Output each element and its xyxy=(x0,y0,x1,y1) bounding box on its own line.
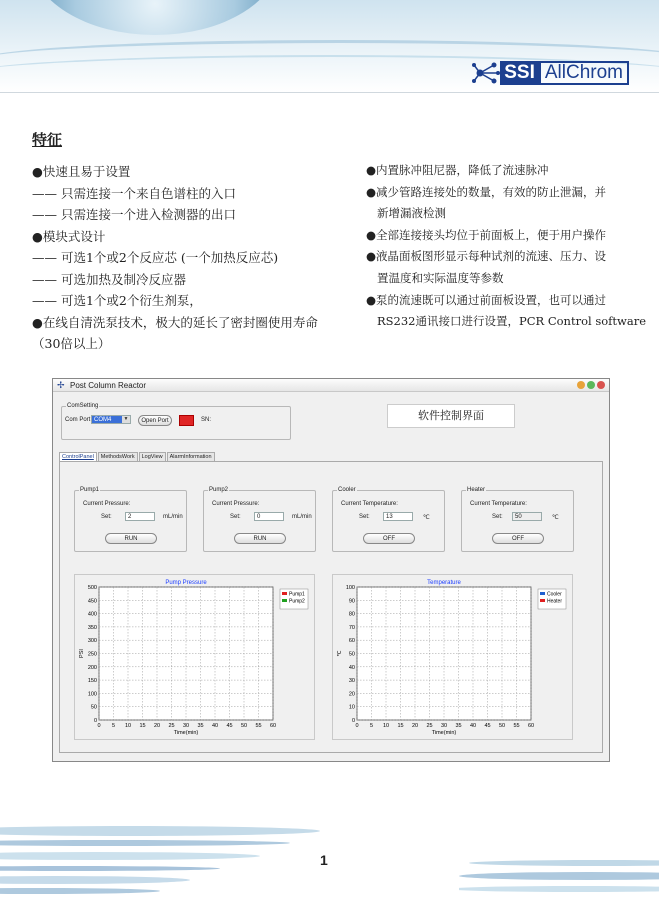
cooler-current-label: Current Temperature: xyxy=(341,501,398,507)
app-icon: ✢ xyxy=(57,379,65,390)
y-tick-label: 100 xyxy=(87,691,97,698)
pump1-set-input[interactable]: 2 xyxy=(125,512,155,521)
legend-swatch xyxy=(282,592,287,595)
open-port-button[interactable]: Open Port xyxy=(138,415,172,426)
heater-group xyxy=(461,487,574,552)
feature-line: ●内置脉冲阻尼器，降低了流速脉冲 xyxy=(366,163,549,177)
x-tick-label: 0 xyxy=(355,723,359,729)
y-axis-label: ℃ xyxy=(337,650,343,657)
maximize-icon[interactable] xyxy=(587,381,595,389)
y-tick-label: 0 xyxy=(93,718,97,724)
cooler-set-label: Set: xyxy=(359,514,370,520)
temperature-chart xyxy=(332,574,573,740)
x-tick-label: 55 xyxy=(255,723,262,729)
x-tick-label: 30 xyxy=(440,723,448,729)
y-tick-label: 50 xyxy=(348,651,355,658)
y-tick-label: 0 xyxy=(351,718,355,724)
temperature-svg xyxy=(333,575,574,741)
y-tick-label: 300 xyxy=(87,638,97,645)
heater-set-input[interactable]: 50 xyxy=(512,512,542,521)
legend-swatch xyxy=(540,592,545,595)
feature-line: RS232通讯接口进行设置，PCR Control software xyxy=(377,314,647,329)
feature-line: —— 可选1个或2个衍生剂泵， xyxy=(32,293,202,308)
y-tick-label: 10 xyxy=(348,704,355,711)
feature-line: ●全部连接接头均位于前面板上，便于用户操作 xyxy=(366,227,607,242)
pump1-set-label: Set: xyxy=(101,514,112,520)
tab-control-panel[interactable]: ControlPanel xyxy=(59,452,97,461)
x-tick-label: 20 xyxy=(411,723,419,729)
feature-line: ●减少管路连接处的数量，有效的防止泄漏，并 xyxy=(366,184,607,199)
y-tick-label: 20 xyxy=(348,691,355,698)
pump2-current-label: Current Pressure: xyxy=(212,501,260,507)
chevron-down-icon[interactable]: ▼ xyxy=(123,416,129,422)
x-tick-label: 20 xyxy=(153,723,161,729)
legend-entry: Cooler xyxy=(547,591,562,598)
y-tick-label: 400 xyxy=(87,611,97,618)
legend-swatch xyxy=(540,599,545,602)
cooler-unit: ℃ xyxy=(423,515,430,521)
feature-line: ●快速且易于设置 xyxy=(32,164,131,179)
minimize-icon[interactable] xyxy=(577,381,585,389)
x-tick-label: 60 xyxy=(527,723,535,729)
pump2-unit: mL/min xyxy=(292,514,312,520)
cooler-title: Cooler xyxy=(338,487,356,493)
footer-decoration-left xyxy=(0,800,320,900)
company-logo xyxy=(472,61,629,85)
feature-line: —— 可选1个或2个反应芯 (一个加热反应芯) xyxy=(32,250,279,265)
feature-line: 新增漏液检测 xyxy=(377,206,446,221)
y-tick-label: 500 xyxy=(87,585,97,591)
window-titlebar xyxy=(53,379,609,392)
x-tick-label: 15 xyxy=(139,723,146,729)
pump2-set-input[interactable]: 0 xyxy=(254,512,284,521)
pump2-title: Pump2 xyxy=(209,487,229,493)
y-tick-label: 50 xyxy=(90,704,97,711)
feature-list-right xyxy=(366,160,646,333)
x-tick-label: 40 xyxy=(211,723,219,729)
x-tick-label: 35 xyxy=(455,723,462,729)
tab-log-view[interactable]: LogView xyxy=(139,452,166,461)
pump-pressure-chart xyxy=(74,574,315,740)
window-controls xyxy=(577,381,605,389)
com-setting-legend: ComSetting xyxy=(67,403,99,409)
y-tick-label: 70 xyxy=(348,624,355,631)
y-tick-label: 90 xyxy=(348,598,355,605)
com-setting-group xyxy=(61,403,291,440)
cooler-group xyxy=(332,487,445,552)
decorative-orb xyxy=(30,0,280,35)
heater-off-button[interactable]: OFF xyxy=(492,533,544,544)
feature-line: （30倍以上） xyxy=(32,336,111,351)
heater-set-label: Set: xyxy=(492,514,503,520)
heater-unit: ℃ xyxy=(552,515,559,521)
y-tick-label: 80 xyxy=(348,611,355,618)
x-axis-label: Time(min) xyxy=(431,730,457,736)
y-tick-label: 350 xyxy=(87,624,97,631)
feature-line: —— 只需连接一个来自色谱柱的入口 xyxy=(32,185,236,201)
x-tick-label: 50 xyxy=(240,723,248,729)
x-tick-label: 40 xyxy=(469,723,477,729)
com-port-select[interactable] xyxy=(91,415,131,424)
feature-line: —— 只需连接一个进入检测器的出口 xyxy=(32,207,236,222)
pump2-group xyxy=(203,487,316,552)
x-tick-label: 0 xyxy=(97,723,101,729)
pump2-set-label: Set: xyxy=(230,514,241,520)
sn-label: SN: xyxy=(201,417,212,423)
feature-line: ●液晶面板图形显示每种试剂的流速、压力、设 xyxy=(366,249,607,264)
y-tick-label: 40 xyxy=(348,664,355,671)
footer-decoration-right xyxy=(459,830,659,900)
logo-text-ssi: SSI xyxy=(500,61,539,85)
y-tick-label: 150 xyxy=(87,678,97,685)
chart-title: Pump Pressure xyxy=(165,580,207,586)
x-tick-label: 5 xyxy=(111,723,116,729)
com-port-label: Com Port xyxy=(65,417,91,423)
tab-bar xyxy=(59,452,216,461)
header-divider xyxy=(0,92,659,93)
x-tick-label: 10 xyxy=(382,723,390,729)
x-tick-label: 25 xyxy=(426,723,433,729)
section-title: 特征 xyxy=(32,131,63,149)
pump1-title: Pump1 xyxy=(80,487,100,493)
feature-line: ●泵的流速既可以通过前面板设置，也可以通过 xyxy=(366,292,607,307)
y-tick-label: 200 xyxy=(87,664,97,671)
legend-entry: Pump1 xyxy=(289,591,305,598)
tab-methods-work[interactable]: MethodsWork xyxy=(98,452,138,461)
pump2-run-button[interactable]: RUN xyxy=(234,533,286,544)
pump1-current-label: Current Pressure: xyxy=(83,501,131,507)
heater-current-label: Current Temperature: xyxy=(470,501,527,507)
feature-line: ●模块式设计 xyxy=(32,228,106,244)
y-tick-label: 60 xyxy=(348,638,355,645)
x-tick-label: 15 xyxy=(397,723,404,729)
y-tick-label: 30 xyxy=(348,678,355,685)
x-tick-label: 55 xyxy=(513,723,520,729)
feature-line: 置温度和实际温度等参数 xyxy=(377,270,504,285)
x-tick-label: 10 xyxy=(124,723,132,729)
chart-title: Temperature xyxy=(427,580,461,586)
x-axis-label: Time(min) xyxy=(173,730,199,736)
pump-pressure-svg xyxy=(75,575,316,741)
window-title: Post Column Reactor xyxy=(70,380,147,390)
legend-entry: Heater xyxy=(547,598,563,605)
pump1-group xyxy=(74,487,187,552)
close-icon[interactable] xyxy=(597,381,605,389)
x-tick-label: 45 xyxy=(484,723,491,729)
x-tick-label: 5 xyxy=(369,723,374,729)
legend-entry: Pump2 xyxy=(289,598,305,605)
software-caption: 软件控制界面 xyxy=(387,404,515,428)
control-panel xyxy=(59,461,603,753)
com-port-value: COM4 xyxy=(94,417,112,423)
connection-status-indicator xyxy=(179,415,194,426)
x-tick-label: 45 xyxy=(226,723,233,729)
y-tick-label: 100 xyxy=(345,585,355,591)
heater-title: Heater xyxy=(467,487,486,493)
x-tick-label: 35 xyxy=(197,723,204,729)
feature-line: —— 可选加热及制冷反应器 xyxy=(32,271,186,287)
cooler-off-button[interactable]: OFF xyxy=(363,533,415,544)
page-number: 1 xyxy=(320,852,328,868)
cooler-set-input[interactable]: 13 xyxy=(383,512,413,521)
x-tick-label: 50 xyxy=(498,723,506,729)
x-tick-label: 25 xyxy=(168,723,175,729)
page-header xyxy=(0,0,659,92)
y-axis-label: PSI xyxy=(79,649,85,658)
y-tick-label: 450 xyxy=(87,598,97,605)
x-tick-label: 60 xyxy=(269,723,277,729)
molecule-icon xyxy=(472,61,500,85)
tab-alarm-information[interactable]: AlarmInformation xyxy=(167,452,215,461)
x-tick-label: 30 xyxy=(182,723,190,729)
pump1-unit: mL/min xyxy=(163,514,183,520)
logo-text-allchrom: AllChrom xyxy=(539,61,629,85)
legend-swatch xyxy=(282,599,287,602)
y-tick-label: 250 xyxy=(87,651,97,658)
pump1-run-button[interactable]: RUN xyxy=(105,533,157,544)
feature-line: ●在线自清洗泵技术，极大的延长了密封圈使用寿命 xyxy=(32,314,318,330)
feature-list-left xyxy=(32,161,318,355)
software-window xyxy=(52,378,610,762)
